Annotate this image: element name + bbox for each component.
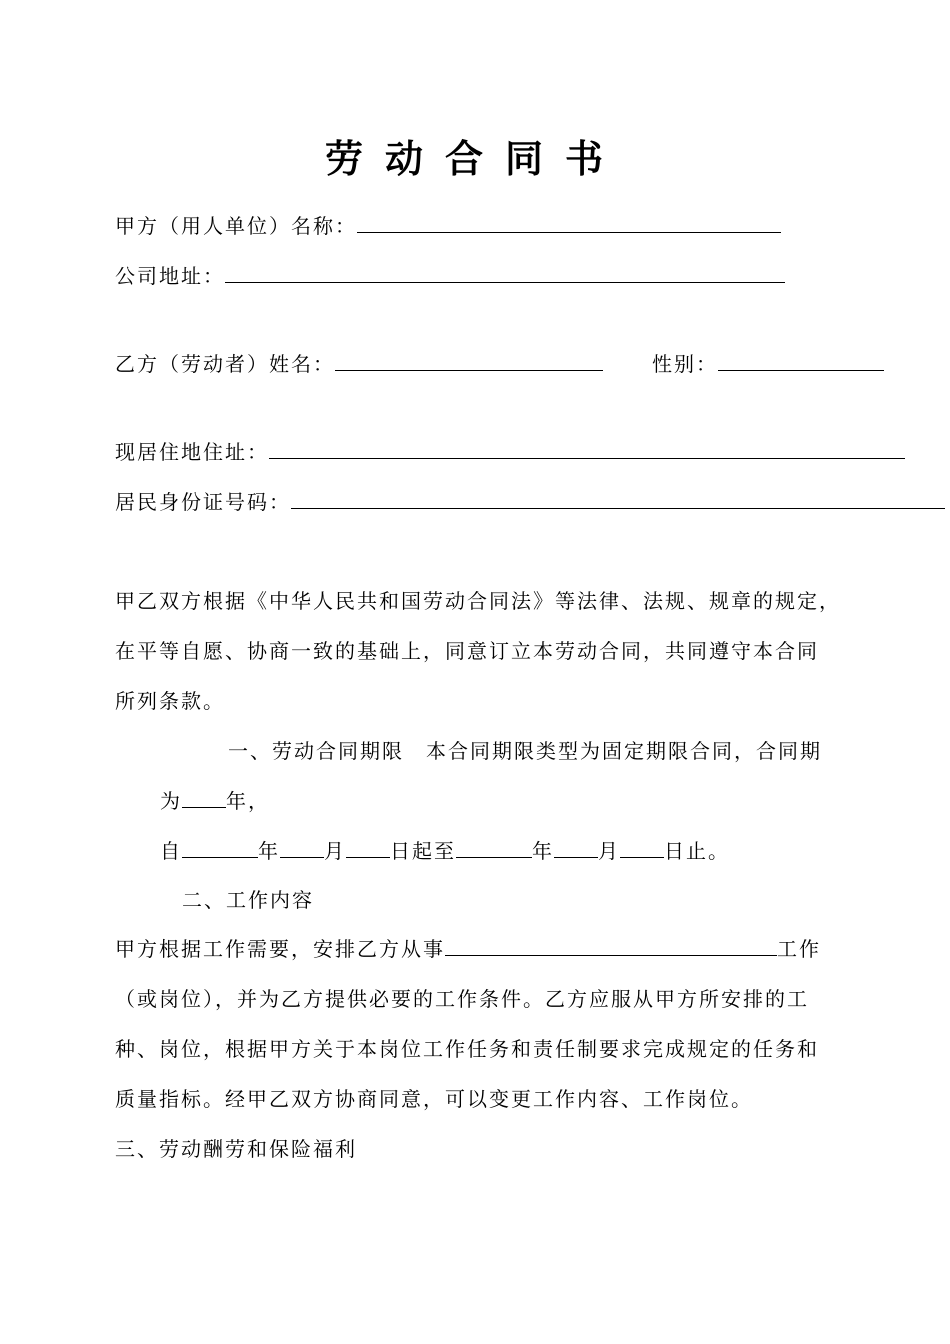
start-day-blank[interactable] <box>346 839 390 858</box>
start-month-label: 月 <box>324 839 346 863</box>
section2-line-2: （或岗位），并为乙方提供必要的工作条件。乙方应服从甲方所安排的工 <box>115 987 809 1011</box>
company-address-row <box>115 262 785 290</box>
term-suffix: 年， <box>226 789 270 813</box>
party-b-name-blank[interactable] <box>335 352 603 371</box>
section1-term-row <box>160 787 270 815</box>
section2-heading: 二、工作内容 <box>182 888 314 912</box>
section2-line-1 <box>115 935 821 963</box>
party-b-name-label: 乙方（劳动者）姓名： <box>115 352 335 376</box>
start-month-blank[interactable] <box>280 839 324 858</box>
residence-blank[interactable] <box>269 440 905 459</box>
end-year-blank[interactable] <box>456 839 532 858</box>
end-month-label: 月 <box>598 839 620 863</box>
party-a-name-row <box>115 212 781 240</box>
gender-label: 性别： <box>652 352 718 376</box>
end-month-blank[interactable] <box>554 839 598 858</box>
day-from-label: 日起至 <box>390 839 456 863</box>
section1-line-1: 一、劳动合同期限 本合同期限类型为固定期限合同，合同期 <box>228 739 822 763</box>
gender-row <box>652 350 884 378</box>
residence-row <box>115 438 905 466</box>
term-years-blank[interactable] <box>182 789 226 808</box>
section2-line-4: 质量指标。经甲乙双方协商同意，可以变更工作内容、工作岗位。 <box>115 1087 753 1111</box>
section2-line1-suffix: 工作 <box>777 937 821 961</box>
company-address-label: 公司地址： <box>115 264 225 288</box>
intro-line-1: 甲乙双方根据《中华人民共和国劳动合同法》等法律、法规、规章的规定， <box>115 589 841 613</box>
id-number-label: 居民身份证号码： <box>115 490 291 514</box>
intro-line-3: 所列条款。 <box>115 689 225 713</box>
section2-line1-prefix: 甲方根据工作需要，安排乙方从事 <box>115 937 445 961</box>
section1-period-row <box>160 837 730 865</box>
start-year-blank[interactable] <box>182 839 258 858</box>
id-number-row <box>115 488 945 516</box>
start-year-label: 年 <box>258 839 280 863</box>
company-address-blank[interactable] <box>225 264 785 283</box>
term-prefix: 为 <box>160 789 182 813</box>
period-from-label: 自 <box>160 839 182 863</box>
end-day-blank[interactable] <box>620 839 664 858</box>
party-b-name-row <box>115 350 603 378</box>
section3-heading: 三、劳动酬劳和保险福利 <box>115 1137 357 1161</box>
section2-line-3: 种、岗位，根据甲方关于本岗位工作任务和责任制要求完成规定的任务和 <box>115 1037 819 1061</box>
residence-label: 现居住地住址： <box>115 440 269 464</box>
day-to-label: 日止。 <box>664 839 730 863</box>
end-year-label: 年 <box>532 839 554 863</box>
id-number-blank[interactable] <box>291 490 945 509</box>
party-a-name-label: 甲方（用人单位）名称： <box>115 214 357 238</box>
job-position-blank[interactable] <box>445 937 777 956</box>
party-a-name-blank[interactable] <box>357 214 781 233</box>
document-title: 劳动合同书 <box>324 137 625 181</box>
gender-blank[interactable] <box>718 352 884 371</box>
intro-line-2: 在平等自愿、协商一致的基础上，同意订立本劳动合同，共同遵守本合同 <box>115 639 819 663</box>
